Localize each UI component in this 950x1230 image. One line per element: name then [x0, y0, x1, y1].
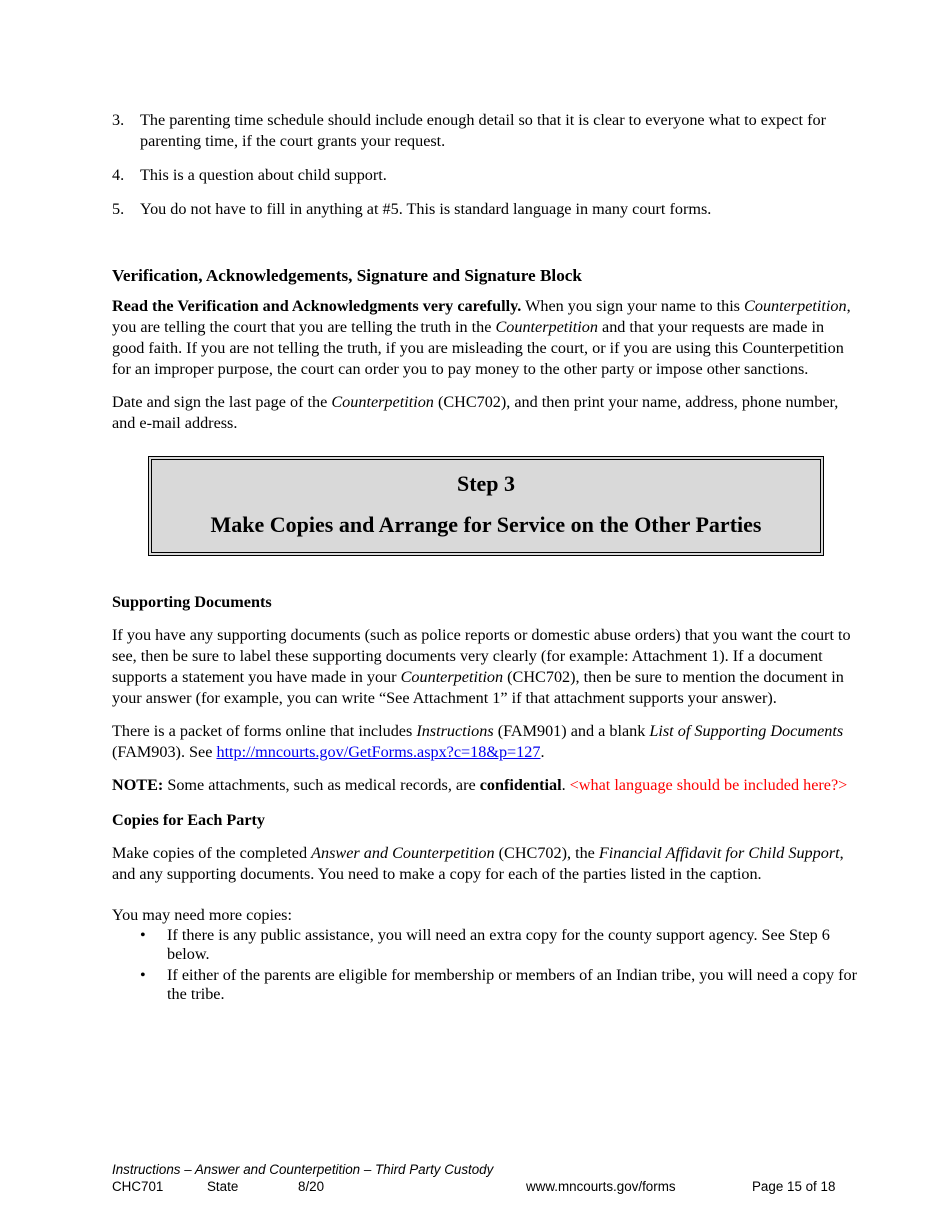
verification-heading: Verification, Acknowledgements, Signature and Signature Block — [112, 266, 582, 285]
step-title: Step 3 — [456, 471, 516, 496]
page-footer — [112, 1161, 857, 1195]
footer-title: Instructions – Answer and Counterpetition – Third Party Custody — [112, 1162, 494, 1177]
list-item: • If there is any public assistance, you will need an extra copy for the county support agency. See Step 6 below. — [140, 926, 830, 963]
step-subtitle: Make Copies and Arrange for Service on the Other Parties — [210, 512, 762, 537]
footer-date: 8/20 — [298, 1179, 325, 1194]
footer-meta — [112, 1178, 857, 1195]
verification-paragraph: Read the Verification and Acknowledgments very carefully. When you sign your name to this Counterpetition, you are telling the court that you are telling the truth in the Counterpetition and that your requests are made in good faith. If you are not telling the truth, if you are misleading the court, or if you are using this Counterpetition for an improper purpose, the court can order you to pay money to the other party or impose other sanctions. — [112, 297, 851, 378]
note-paragraph: NOTE: Some attachments, such as medical records, are confidential. <what language should be included here?> — [112, 776, 848, 794]
list-item: 4. This is a question about child support. — [112, 166, 387, 184]
editor-comment: <what language should be included here?> — [569, 776, 848, 794]
forms-packet-paragraph: There is a packet of forms online that includes Instructions (FAM901) and a blank List of Supporting Documents (FAM903). See http://mncourts.gov/GetForms.aspx?c=18&p=127. — [112, 722, 844, 761]
list-item: 5. You do not have to fill in anything at #5. This is standard language in many court forms. — [112, 200, 712, 218]
page-content — [112, 110, 857, 1006]
list-item: • If either of the parents are eligible for membership or members of an Indian tribe, you will need a copy for the tribe. — [140, 966, 857, 1003]
supporting-paragraph: If you have any supporting documents (such as police reports or domestic abuse orders) that you want the court to see, then be sure to label these supporting documents very clearly (for example: Attachment 1). If a document supports a statement you have made in your Counterpetition (CHC702), then be sure to mention the document in your answer (for example, you can write “See Attachment 1” if that attachment supports your answer). — [112, 626, 851, 707]
list-item: 3. The parenting time schedule should include enough detail so that it is clear to everyone what to expect for parenting time, if the court grants your request. — [112, 111, 826, 150]
footer-page-number: Page 15 of 18 — [752, 1179, 836, 1194]
copies-heading: Copies for Each Party — [112, 811, 266, 829]
step-box — [148, 456, 824, 556]
more-copies-paragraph: You may need more copies: — [112, 906, 292, 924]
footer-state: State — [207, 1179, 239, 1194]
copies-list — [112, 926, 857, 1004]
sign-paragraph: Date and sign the last page of the Counterpetition (CHC702), and then print your name, address, phone number, and e-mail address. — [112, 393, 839, 432]
footer-url: www.mncourts.gov/forms — [526, 1179, 676, 1194]
forms-link[interactable]: http://mncourts.gov/GetForms.aspx?c=18&p=127 — [216, 743, 541, 761]
footer-form-number: CHC701 — [112, 1179, 164, 1194]
copies-paragraph: Make copies of the completed Answer and Counterpetition (CHC702), the Financial Affidavit for Child Support, and any supporting documents. You need to make a copy for each of the parties listed in the caption. — [112, 844, 844, 883]
supporting-documents-heading: Supporting Documents — [112, 593, 272, 611]
